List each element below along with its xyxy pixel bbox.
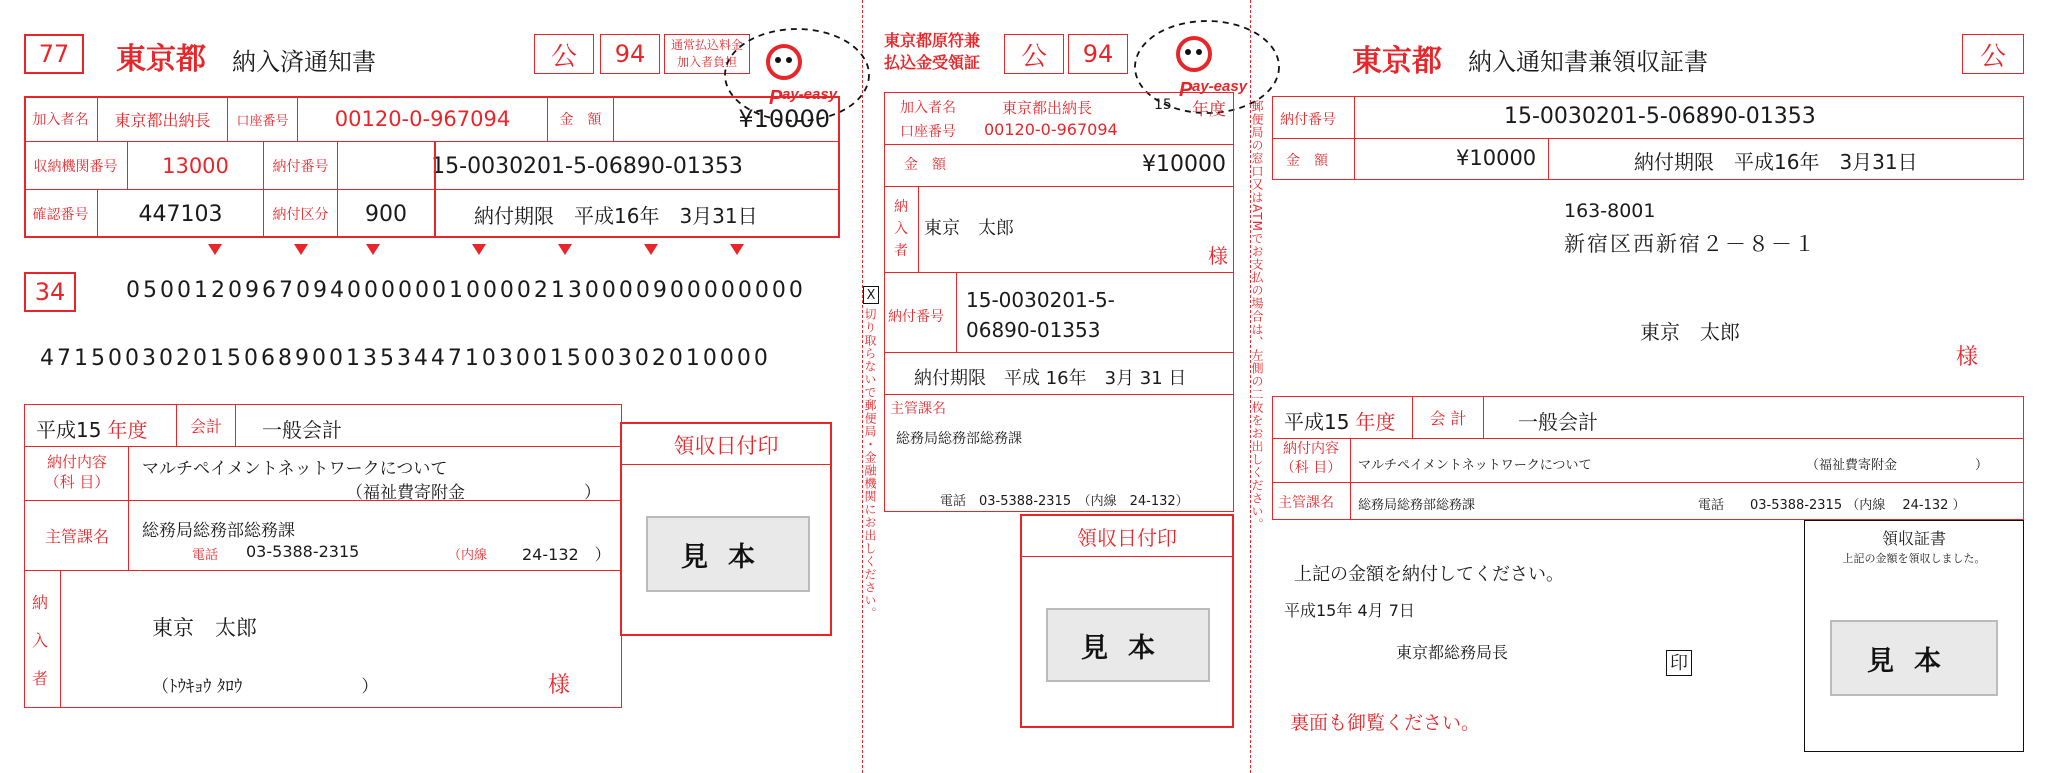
marker-triangle [472,244,486,255]
right-account-type: 一般会計 [1518,410,1598,434]
marker-triangle [294,244,308,255]
svg-text:P: P [769,87,783,109]
marker-triangle [730,244,744,255]
barcode-box-number: 34 [34,278,66,306]
middle-year-label: 年度 [1192,100,1226,120]
pay-no-label: 納付番号 [264,142,338,190]
receipt-certificate-sub: 上記の金額を領収しました。 [1842,552,1986,565]
middle-code94-box: 94 [1068,34,1128,74]
ext-number: 24-132 ） [522,545,611,564]
right-pay-number: 15-0030201-5-06890-01353 [1504,104,1816,129]
payer-name-value: 東京都出納長 [98,96,228,142]
atm-note: 郵便局の窓口又はATMでお支払の場合は、左側の二枚をお出しください。 [1250,100,1264,531]
right-amount-label: 金 額 [1286,153,1328,169]
sample-stamp-right: 見本 [1830,620,1998,696]
confirm-number: 447103 [98,190,264,238]
confirm-label: 確認番号 [24,190,98,238]
ocr-line-1: 0500120967094000000100002130000900000000 [126,278,806,303]
sample-stamp-middle: 見本 [1046,608,1210,682]
middle-year-num: 15 [1154,97,1172,113]
sample-stamp-left: 見本 [646,516,810,592]
svg-text:P: P [1179,79,1193,101]
ocr-line-2: 4715003020150689001353447103001500302010000 [40,346,771,371]
right-page-title: 納入通知書兼領収証書 [1468,48,1708,76]
right-dept: 総務局総務部総務課 [1358,498,1476,513]
payer-name: 東京 太郎 [152,616,257,640]
right-pay-no-label: 納付番号 [1280,112,1336,128]
inst-label: 収納機関番号 [24,142,128,190]
pay-class-value: 900 [365,201,407,227]
doc-number: 77 [38,40,70,68]
payeasy-logo-middle: P ay-easy [1132,18,1282,116]
right-account-type-label: 会 計 [1412,396,1484,438]
cut-mark: X [863,286,879,304]
middle-title: 東京都原符兼 払込金受領証 [884,31,981,72]
payer-kana: （ﾄｳｷｮｳ ﾀﾛｳ ） [152,677,379,697]
issuer-title: 東京都 [116,42,206,77]
amount-value: ¥10000 [738,105,830,133]
right-content-label: 納付内容 （科 目） [1280,441,1342,476]
right-deadline: 納付期限 平成16年 3月31日 [1634,150,1918,174]
kou-label: 公 [550,41,577,72]
cut-instruction: 切り取らないで郵便局・金融機関にお出しください。 [863,308,877,620]
middle-payer-name-label: 加入者名 [900,100,956,116]
right-amount: ¥10000 [1456,146,1537,170]
pay-number: 15-0030201-5-06890-01353 [431,153,743,179]
sama-left: 様 [548,673,571,698]
account-type: 一般会計 [262,418,342,442]
middle-account-number: 00120-0-967094 [984,120,1118,139]
middle-dept-label: 主管課名 [890,401,946,417]
account-label: 口座番号 [228,96,298,142]
inst-number: 13000 [128,142,264,190]
middle-payer-name-value: 東京 太郎 [924,218,1014,239]
ext-label: （内線 [448,548,488,563]
middle-sama: 様 [1208,244,1228,268]
middle-amount: ¥10000 [1142,152,1226,177]
middle-kou-box: 公 [1004,34,1064,74]
middle-payer-vertical-label: 納 入 者 [894,199,908,259]
right-issuer-title: 東京都 [1352,44,1442,79]
pay-message: 上記の金額を納付してください。 [1294,564,1564,585]
middle-dept: 総務局総務部総務課 [896,431,1022,447]
middle-pay-no-line2: 06890-01353 [966,318,1101,342]
marker-triangle [366,244,380,255]
dept-label: 主管課名 [44,527,109,546]
seal-mark: 印 [1666,650,1692,676]
content-line2: （福祉費寄附金 ） [346,483,601,503]
fee-note-line2: 加入者負担 [676,55,737,69]
fee-note-line1: 通常払込料金 [670,38,743,52]
right-dept-label: 主管課名 [1278,495,1334,511]
deadline-left: 納付期限 平成16年 3月31日 [474,203,758,228]
middle-deadline: 納付期限 平成 16年 3月 31 日 [914,368,1187,389]
right-phone: 電話 03-5388-2315 （内線 24-132 ） [1698,498,1966,513]
middle-account-label: 口座番号 [900,124,956,140]
phone-label: 電話 [192,548,219,563]
page-title: 納入済通知書 [232,48,376,76]
dept-name: 総務局総務部総務課 [142,521,295,541]
marker-triangle [558,244,572,255]
middle-pay-no-line1: 15-0030201-5- [966,288,1115,312]
content-line1: マルチペイメントネットワークについて [142,459,448,479]
code94-box [600,34,660,74]
director-name: 東京都総務局長 [1396,643,1509,662]
right-kou-box: 公 [1962,34,2024,74]
receipt-certificate-title: 領収証書 [1881,529,1946,548]
doc-number-box [24,34,84,74]
payer-vertical-label: 納 入 者 [32,593,49,688]
receipt-stamp-title-middle: 領収日付印 [1077,526,1177,550]
issue-date: 平成15年 4月 7日 [1284,601,1415,620]
account-type-label: 会計 [176,404,236,446]
marker-triangle [208,244,222,255]
right-content-line2: （福祉費寄附金 ） [1806,458,1989,473]
right-payer: 東京 太郎 [1640,320,1740,344]
content-label: 納付内容 （科 目） [44,453,110,491]
zip-code: 163-8001 [1564,200,1656,222]
middle-payer-name: 東京都出納長 [1002,99,1093,117]
right-fiscal-year: 平成15 年度 [1284,410,1396,434]
code94-label: 94 [614,40,646,68]
kou-box [534,34,594,74]
amount-label: 金 額 [548,96,614,142]
marker-triangle [644,244,658,255]
account-number: 00120-0-967094 [298,96,548,142]
payer-name-label: 加入者名 [24,96,98,142]
back-note: 裏面も御覧ください。 [1290,712,1481,734]
barcode-box [24,272,76,312]
middle-phone: 電話 03-5388-2315 （内線 24-132） [940,494,1189,509]
pay-class-label: 納付区分 [264,190,338,238]
middle-amount-label: 金 額 [904,157,946,173]
receipt-stamp-title-left: 領収日付印 [673,434,779,458]
phone-number: 03-5388-2315 [246,542,360,561]
fiscal-year: 平成15 年度 [36,418,148,442]
right-sama: 様 [1956,345,1979,370]
address: 新宿区西新宿２－８－１ [1564,232,1817,256]
right-content-line1: マルチペイメントネットワークについて [1358,458,1592,473]
middle-pay-no-label: 納付番号 [888,309,944,325]
payeasy-logo-text: ay-easy [782,86,838,103]
